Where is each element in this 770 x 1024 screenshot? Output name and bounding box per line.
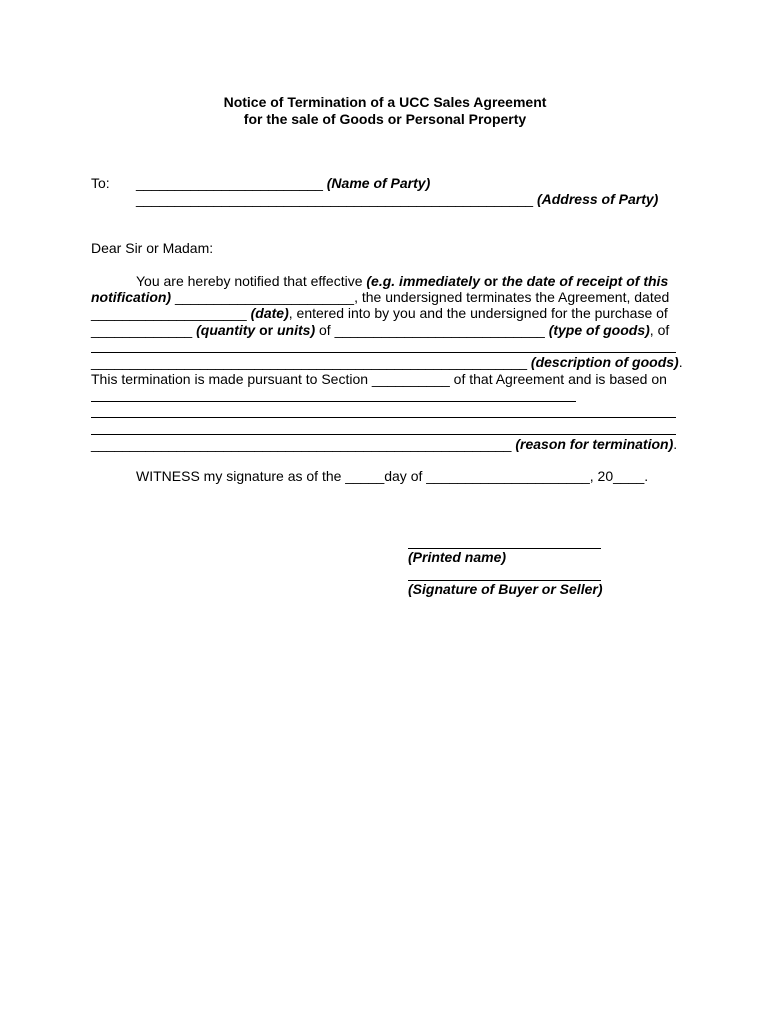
- to-address-line: [136, 191, 658, 207]
- or-word: or: [255, 322, 277, 338]
- document-title-line1: Notice of Termination of a UCC Sales Agreement: [223, 94, 547, 110]
- name-of-party-hint: (Name of Party): [326, 175, 431, 191]
- body-line-7: This termination is made pursuant to Section __________ of that Agreement and is based on: [91, 371, 667, 387]
- blank-rule: [91, 352, 676, 353]
- name-blank: ________________________: [136, 175, 323, 191]
- of-blank: of ___________________________: [315, 322, 549, 338]
- body-line-1: [136, 273, 668, 289]
- body-line-10: [91, 436, 677, 452]
- to-name-line: [136, 175, 430, 191]
- body-text: , entered into by you and the undersigned for the purchase of: [288, 305, 668, 321]
- body-line-3: [91, 305, 668, 321]
- quantity-blank: _____________: [91, 322, 197, 338]
- blank-rule: [91, 434, 676, 435]
- blank-rule: [91, 401, 576, 402]
- quantity-hint: (quantity: [196, 322, 256, 338]
- salutation: Dear Sir or Madam:: [91, 240, 214, 256]
- to-label: To:: [91, 175, 110, 191]
- reason-for-termination-hint: (reason for termination): [515, 436, 674, 452]
- body-line-6: [91, 354, 683, 370]
- witness-line: WITNESS my signature as of the _____day of _____________________, 20____.: [136, 468, 649, 484]
- printed-name-label: (Printed name): [408, 549, 507, 565]
- effective-hint-b: the date of receipt of this: [501, 273, 669, 289]
- document-title-line2: for the sale of Goods or Personal Property: [243, 111, 527, 127]
- reason-blank: ______________________________________________________: [91, 436, 516, 452]
- body-line-4: [91, 322, 669, 338]
- address-of-party-hint: (Address of Party): [536, 191, 659, 207]
- address-blank: ___________________________________________________: [136, 191, 534, 207]
- units-hint: units): [277, 322, 316, 338]
- signature-label: (Signature of Buyer or Seller): [408, 581, 603, 597]
- description-of-goods-hint: (description of goods): [530, 354, 679, 370]
- body-text: You are hereby notified that effective: [136, 273, 367, 289]
- blank-rule: [91, 417, 676, 418]
- body-text: , of: [649, 322, 670, 338]
- body-line-2: [91, 289, 669, 305]
- effective-hint-a: (e.g. immediately: [366, 273, 480, 289]
- date-hint: (date): [250, 305, 289, 321]
- description-blank: ________________________________________________________: [91, 354, 531, 370]
- type-of-goods-hint: (type of goods): [548, 322, 650, 338]
- body-text: _______________________, the undersigned terminates the Agreement, dated: [171, 289, 670, 305]
- notification-hint: notification): [91, 289, 172, 305]
- or-word: or: [479, 273, 502, 289]
- body-text: .: [678, 354, 683, 370]
- date-blank: ____________________: [91, 305, 251, 321]
- body-text: .: [673, 436, 678, 452]
